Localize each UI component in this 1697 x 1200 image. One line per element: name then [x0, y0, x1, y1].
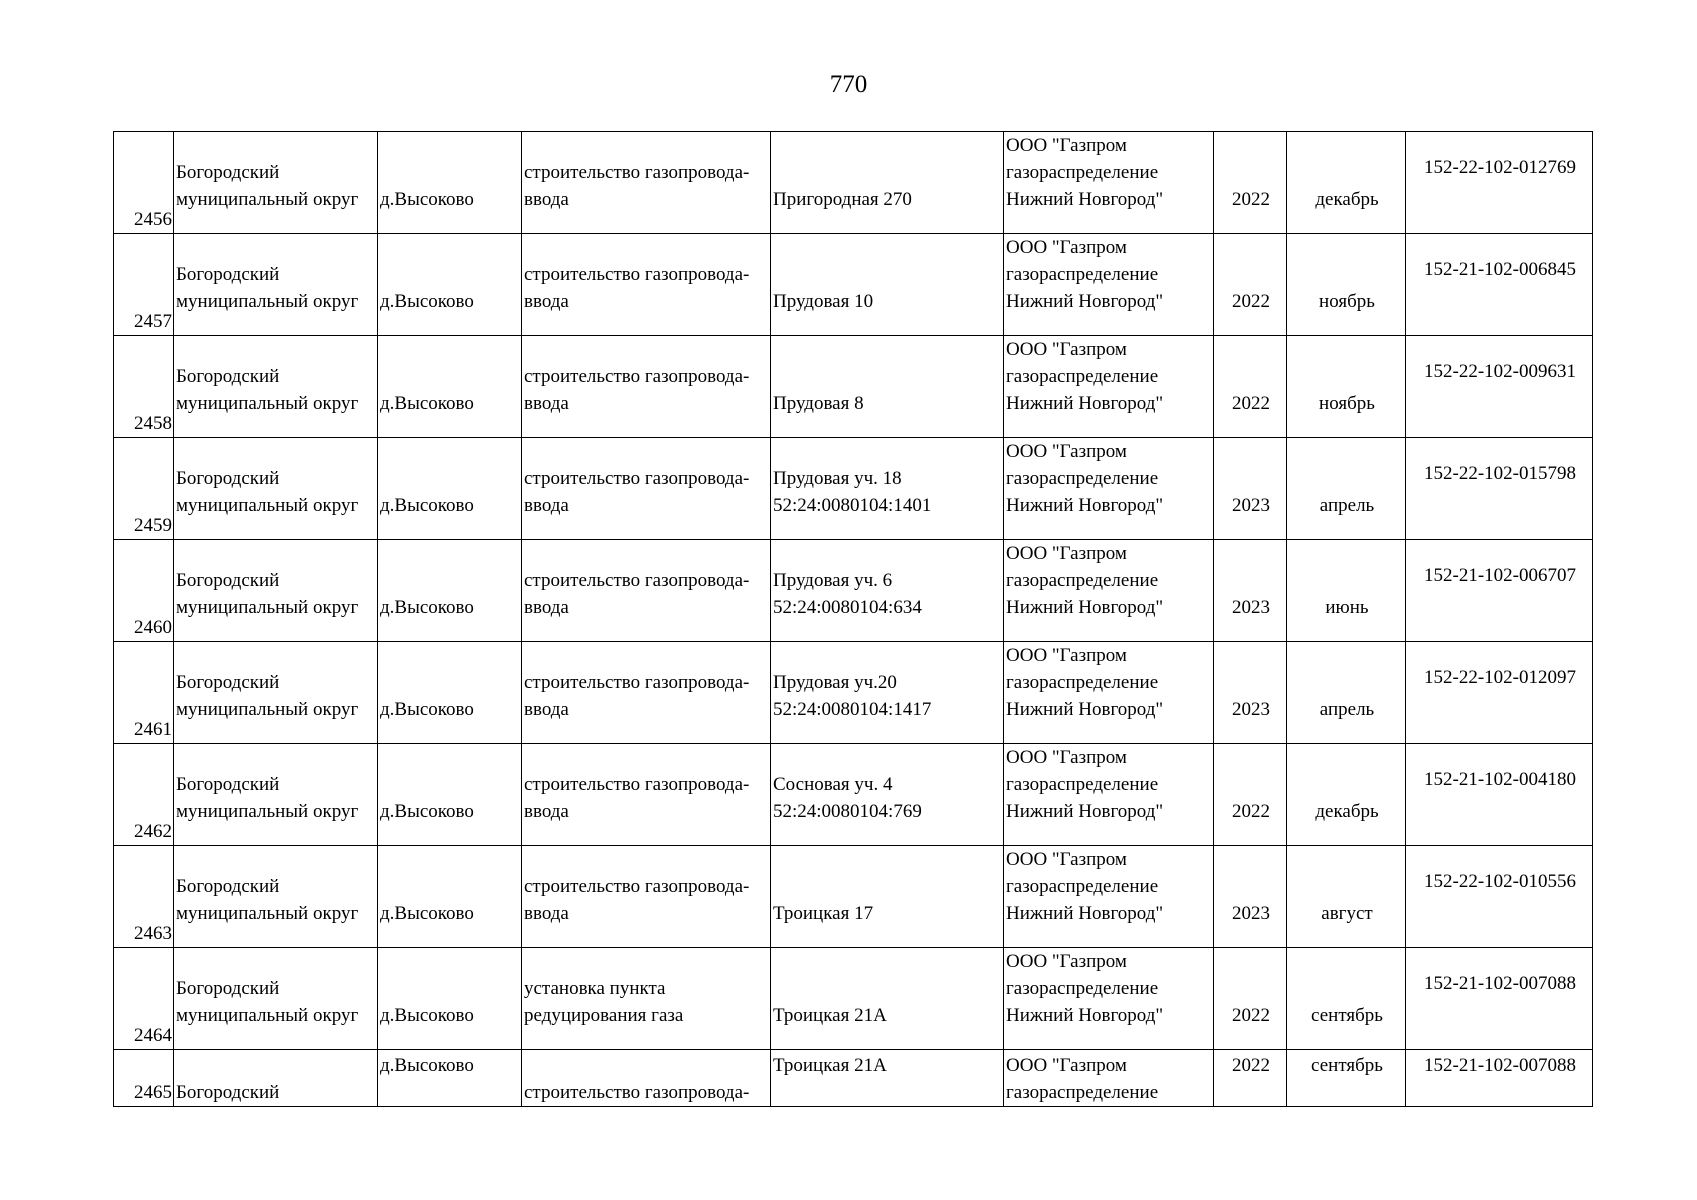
- organization-cell: [1004, 540, 1214, 642]
- row-number-cell: 2460: [114, 540, 174, 642]
- address-line: Прудовая уч.20: [773, 672, 897, 693]
- address-cell: [771, 540, 1004, 642]
- region-line: Богородский: [176, 570, 280, 591]
- work-type-cell: [522, 234, 771, 336]
- settlement-cell: д.Высоково: [378, 234, 522, 336]
- address-cell: [771, 336, 1004, 438]
- address-cell: [771, 132, 1004, 234]
- organization-line: газораспределение: [1006, 1082, 1159, 1103]
- work-type-line: ввода: [524, 597, 569, 618]
- table-row: [114, 540, 1593, 642]
- contract-code-cell: 152-21-102-006707: [1406, 540, 1593, 642]
- year-cell: 2022: [1214, 744, 1287, 846]
- address-cell: [771, 642, 1004, 744]
- table-row: [114, 132, 1593, 234]
- year-cell: 2022: [1214, 1050, 1287, 1107]
- contract-code-cell: 152-22-102-012097: [1406, 642, 1593, 744]
- region-line: Богородский: [176, 468, 280, 489]
- table-row: [114, 438, 1593, 540]
- work-type-line: строительство газопровода-: [524, 774, 750, 795]
- row-number-cell: 2459: [114, 438, 174, 540]
- organization-line: ООО "Газпром: [1006, 543, 1127, 564]
- work-type-line: строительство газопровода-: [524, 876, 750, 897]
- settlement-cell: д.Высоково: [378, 540, 522, 642]
- contract-code-cell: 152-22-102-012769: [1406, 132, 1593, 234]
- month-cell: декабрь: [1287, 132, 1406, 234]
- address-cell: [771, 1050, 1004, 1107]
- row-number-cell: 2456: [114, 132, 174, 234]
- organization-line: Нижний Новгород": [1006, 699, 1164, 720]
- year-cell: 2022: [1214, 234, 1287, 336]
- region-line: Богородский: [176, 774, 280, 795]
- region-cell: [174, 1050, 378, 1107]
- region-cell: [174, 234, 378, 336]
- region-cell: [174, 744, 378, 846]
- organization-line: газораспределение: [1006, 468, 1159, 489]
- settlement-cell: д.Высоково: [378, 744, 522, 846]
- year-cell: 2023: [1214, 846, 1287, 948]
- organization-line: ООО "Газпром: [1006, 339, 1127, 360]
- organization-line: газораспределение: [1006, 774, 1159, 795]
- region-line: Богородский: [176, 1082, 280, 1103]
- organization-line: Нижний Новгород": [1006, 903, 1164, 924]
- year-cell: 2023: [1214, 642, 1287, 744]
- organization-cell: [1004, 438, 1214, 540]
- region-cell: [174, 540, 378, 642]
- address-line: Прудовая 10: [773, 291, 874, 312]
- address-line: 52:24:0080104:634: [773, 597, 922, 618]
- region-line: Богородский: [176, 162, 280, 183]
- region-line: Богородский: [176, 978, 280, 999]
- organization-line: Нижний Новгород": [1006, 189, 1164, 210]
- row-number-cell: 2457: [114, 234, 174, 336]
- organization-line: Нижний Новгород": [1006, 597, 1164, 618]
- table-row: [114, 336, 1593, 438]
- year-cell: 2022: [1214, 336, 1287, 438]
- organization-line: газораспределение: [1006, 672, 1159, 693]
- contract-code-cell: 152-22-102-015798: [1406, 438, 1593, 540]
- organization-line: Нижний Новгород": [1006, 801, 1164, 822]
- organization-line: Нижний Новгород": [1006, 495, 1164, 516]
- address-line: Прудовая уч. 6: [773, 570, 893, 591]
- month-cell: ноябрь: [1287, 336, 1406, 438]
- work-type-line: ввода: [524, 393, 569, 414]
- organization-line: газораспределение: [1006, 162, 1159, 183]
- organization-line: ООО "Газпром: [1006, 849, 1127, 870]
- address-cell: [771, 948, 1004, 1050]
- organization-cell: [1004, 336, 1214, 438]
- organization-line: газораспределение: [1006, 978, 1159, 999]
- work-type-line: установка пункта: [524, 978, 666, 999]
- region-line: Богородский: [176, 672, 280, 693]
- organization-line: Нижний Новгород": [1006, 1005, 1164, 1026]
- work-type-cell: [522, 1050, 771, 1107]
- table-row: [114, 948, 1593, 1050]
- region-line: муниципальный округ: [176, 291, 359, 312]
- region-cell: [174, 846, 378, 948]
- address-line: Троицкая 21А: [773, 1005, 887, 1026]
- table-row: [114, 642, 1593, 744]
- region-cell: [174, 132, 378, 234]
- region-line: муниципальный округ: [176, 699, 359, 720]
- organization-line: Нижний Новгород": [1006, 291, 1164, 312]
- organization-line: Нижний Новгород": [1006, 393, 1164, 414]
- organization-line: газораспределение: [1006, 570, 1159, 591]
- work-type-line: строительство газопровода-: [524, 366, 750, 387]
- table-row: [114, 1050, 1593, 1107]
- row-number-cell: 2465: [114, 1050, 174, 1107]
- month-cell: декабрь: [1287, 744, 1406, 846]
- contract-code-cell: 152-21-102-006845: [1406, 234, 1593, 336]
- settlement-cell: д.Высоково: [378, 438, 522, 540]
- work-type-line: строительство газопровода-: [524, 570, 750, 591]
- region-line: муниципальный округ: [176, 801, 359, 822]
- row-number-cell: 2462: [114, 744, 174, 846]
- region-line: муниципальный округ: [176, 1005, 359, 1026]
- organization-line: ООО "Газпром: [1006, 237, 1127, 258]
- work-type-line: ввода: [524, 801, 569, 822]
- work-type-line: ввода: [524, 495, 569, 516]
- organization-cell: [1004, 1050, 1214, 1107]
- work-type-line: редуцирования газа: [524, 1005, 684, 1026]
- month-cell: апрель: [1287, 642, 1406, 744]
- address-cell: [771, 744, 1004, 846]
- settlement-cell: д.Высоково: [378, 1050, 522, 1107]
- contract-code-cell: 152-21-102-007088: [1406, 1050, 1593, 1107]
- table-row: [114, 744, 1593, 846]
- organization-line: газораспределение: [1006, 876, 1159, 897]
- work-type-line: строительство газопровода-: [524, 264, 750, 285]
- work-type-line: строительство газопровода-: [524, 162, 750, 183]
- address-line: Пригородная 270: [773, 189, 912, 210]
- gasification-table: [113, 131, 1593, 1107]
- organization-cell: [1004, 846, 1214, 948]
- organization-line: ООО "Газпром: [1006, 645, 1127, 666]
- region-line: муниципальный округ: [176, 189, 359, 210]
- row-number-cell: 2463: [114, 846, 174, 948]
- contract-code-cell: 152-22-102-010556: [1406, 846, 1593, 948]
- region-line: муниципальный округ: [176, 597, 359, 618]
- address-line: Прудовая уч. 18: [773, 468, 902, 489]
- address-cell: [771, 846, 1004, 948]
- row-number-cell: 2464: [114, 948, 174, 1050]
- work-type-cell: [522, 846, 771, 948]
- work-type-line: ввода: [524, 903, 569, 924]
- region-line: Богородский: [176, 366, 280, 387]
- table-row: [114, 846, 1593, 948]
- year-cell: 2022: [1214, 948, 1287, 1050]
- work-type-cell: [522, 642, 771, 744]
- contract-code-cell: 152-22-102-009631: [1406, 336, 1593, 438]
- month-cell: апрель: [1287, 438, 1406, 540]
- organization-line: газораспределение: [1006, 264, 1159, 285]
- region-line: Богородский: [176, 264, 280, 285]
- table-body: [114, 132, 1593, 1107]
- organization-line: газораспределение: [1006, 366, 1159, 387]
- organization-line: ООО "Газпром: [1006, 441, 1127, 462]
- address-line: Сосновая уч. 4: [773, 774, 893, 795]
- region-line: Богородский: [176, 876, 280, 897]
- contract-code-cell: 152-21-102-004180: [1406, 744, 1593, 846]
- work-type-cell: [522, 948, 771, 1050]
- organization-line: ООО "Газпром: [1006, 1055, 1127, 1076]
- page-number: 770: [829, 71, 868, 98]
- work-type-cell: [522, 744, 771, 846]
- work-type-line: строительство газопровода-: [524, 468, 750, 489]
- organization-line: ООО "Газпром: [1006, 951, 1127, 972]
- work-type-line: строительство газопровода-: [524, 1082, 750, 1103]
- year-cell: 2023: [1214, 540, 1287, 642]
- month-cell: сентябрь: [1287, 948, 1406, 1050]
- work-type-line: ввода: [524, 291, 569, 312]
- region-line: муниципальный округ: [176, 495, 359, 516]
- year-cell: 2022: [1214, 132, 1287, 234]
- organization-line: ООО "Газпром: [1006, 135, 1127, 156]
- month-cell: август: [1287, 846, 1406, 948]
- organization-cell: [1004, 744, 1214, 846]
- year-cell: 2023: [1214, 438, 1287, 540]
- month-cell: сентябрь: [1287, 1050, 1406, 1107]
- address-cell: [771, 438, 1004, 540]
- organization-cell: [1004, 132, 1214, 234]
- settlement-cell: д.Высоково: [378, 948, 522, 1050]
- work-type-cell: [522, 132, 771, 234]
- settlement-cell: д.Высоково: [378, 642, 522, 744]
- address-line: Троицкая 21А: [773, 1055, 887, 1076]
- row-number-cell: 2461: [114, 642, 174, 744]
- organization-cell: [1004, 234, 1214, 336]
- address-line: 52:24:0080104:1417: [773, 699, 932, 720]
- row-number-cell: 2458: [114, 336, 174, 438]
- table-row: [114, 234, 1593, 336]
- work-type-cell: [522, 438, 771, 540]
- region-cell: [174, 948, 378, 1050]
- organization-line: ООО "Газпром: [1006, 747, 1127, 768]
- organization-cell: [1004, 948, 1214, 1050]
- work-type-cell: [522, 540, 771, 642]
- work-type-line: ввода: [524, 699, 569, 720]
- address-line: 52:24:0080104:769: [773, 801, 922, 822]
- month-cell: ноябрь: [1287, 234, 1406, 336]
- contract-code-cell: 152-21-102-007088: [1406, 948, 1593, 1050]
- region-cell: [174, 336, 378, 438]
- address-line: Прудовая 8: [773, 393, 864, 414]
- region-cell: [174, 438, 378, 540]
- region-line: муниципальный округ: [176, 393, 359, 414]
- settlement-cell: д.Высоково: [378, 846, 522, 948]
- address-cell: [771, 234, 1004, 336]
- work-type-line: строительство газопровода-: [524, 672, 750, 693]
- work-type-line: ввода: [524, 189, 569, 210]
- region-cell: [174, 642, 378, 744]
- work-type-cell: [522, 336, 771, 438]
- organization-cell: [1004, 642, 1214, 744]
- settlement-cell: д.Высоково: [378, 132, 522, 234]
- address-line: Троицкая 17: [773, 903, 874, 924]
- address-line: 52:24:0080104:1401: [773, 495, 932, 516]
- region-line: муниципальный округ: [176, 903, 359, 924]
- settlement-cell: д.Высоково: [378, 336, 522, 438]
- month-cell: июнь: [1287, 540, 1406, 642]
